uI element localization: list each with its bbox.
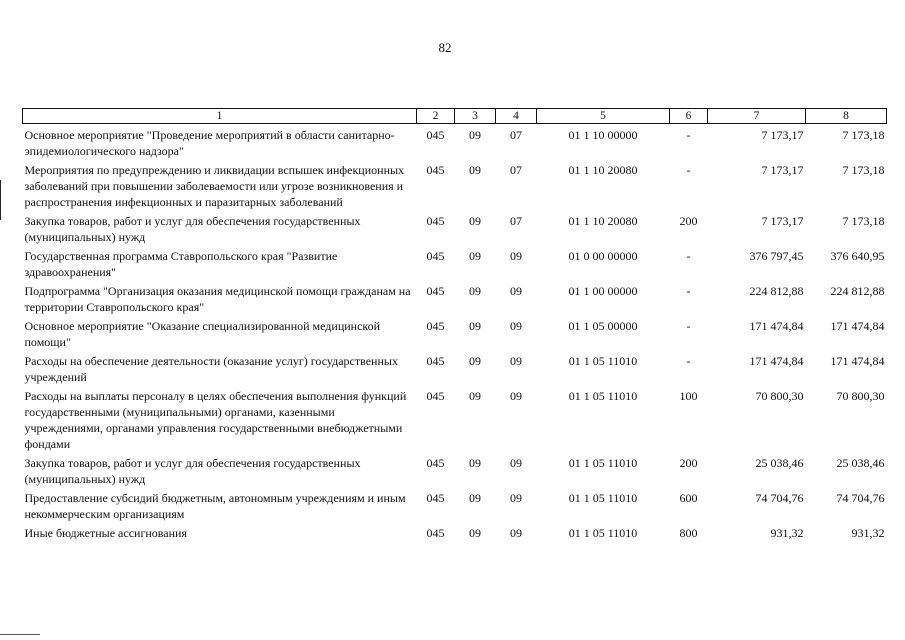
row-ministry-code-cell: 045 [426,284,445,298]
row-ministry-code-cell: 045 [426,456,445,470]
row-expense-type-cell: 200 [679,214,698,228]
table-row [23,350,887,385]
row-amount-cell: 224 812,88 [749,284,804,298]
row-section-cell: 09 [469,214,481,228]
row-subsection-cell: 09 [510,284,522,298]
table-row [23,245,887,280]
row-expense-type-cell: - [686,354,691,368]
row-section-cell: 09 [469,456,481,470]
row-amount-cell: 7 173,18 [842,214,885,228]
row-name-cell: Основное мероприятие "Проведение мероприятий в области санитарно-эпидемиологического надзора" [24,128,395,158]
row-ministry-code-cell: 045 [426,214,445,228]
scan-edge-line [0,180,1,220]
column-header: 2 [417,109,455,124]
row-section-cell: 09 [469,284,481,298]
column-header: 1 [23,109,417,124]
column-header: 8 [806,109,887,124]
row-amount-cell: 171 474,84 [749,319,804,333]
row-amount-cell: 931,32 [770,526,804,540]
row-amount-cell: 25 038,46 [836,456,885,470]
row-ministry-code-cell: 045 [426,354,445,368]
row-expense-type-cell: - [686,249,691,263]
row-section-cell: 09 [469,389,481,403]
row-amount-cell: 74 704,76 [836,491,885,505]
row-target-article-cell: 01 1 05 00000 [568,319,638,333]
row-section-cell: 09 [469,163,481,177]
row-target-article-cell: 01 1 05 11010 [568,389,638,403]
table-row [23,210,887,245]
row-subsection-cell: 09 [510,354,522,368]
row-subsection-cell: 07 [510,128,522,142]
row-section-cell: 09 [469,128,481,142]
row-ministry-code-cell: 045 [426,526,445,540]
row-amount-cell: 25 038,46 [755,456,804,470]
row-target-article-cell: 01 1 00 00000 [568,284,638,298]
row-section-cell: 09 [469,319,481,333]
row-amount-cell: 171 474,84 [830,354,885,368]
row-amount-cell: 931,32 [851,526,885,540]
table-row [23,280,887,315]
row-amount-cell: 70 800,30 [755,389,804,403]
row-subsection-cell: 07 [510,163,522,177]
row-amount-cell: 376 640,95 [830,249,885,263]
row-name-cell: Подпрограмма "Организация оказания медицинской помощи гражданам на территории Ставропольского края" [24,284,411,314]
column-header: 6 [670,109,708,124]
row-amount-cell: 7 173,17 [761,163,804,177]
row-name-cell: Мероприятия по предупреждению и ликвидации вспышек инфекционных заболеваний при повышении заболеваемости или угрозе возникновения и распространения инфекционных и паразитарных заболеваний [24,163,405,209]
table-row [23,487,887,522]
budget-table [22,108,887,541]
table-row [23,385,887,452]
row-amount-cell: 171 474,84 [749,354,804,368]
row-subsection-cell: 09 [510,491,522,505]
row-name-cell: Предоставление субсидий бюджетным, автономным учреждениям и иным некоммерческим организациям [24,491,406,521]
row-amount-cell: 70 800,30 [836,389,885,403]
column-header: 3 [455,109,496,124]
row-amount-cell: 7 173,17 [761,214,804,228]
row-amount-cell: 376 797,45 [749,249,804,263]
row-expense-type-cell: - [686,319,691,333]
table-row [23,159,887,210]
row-ministry-code-cell: 045 [426,128,445,142]
row-subsection-cell: 09 [510,319,522,333]
table-row [23,452,887,487]
row-target-article-cell: 01 1 10 20080 [568,214,638,228]
row-ministry-code-cell: 045 [426,249,445,263]
row-target-article-cell: 01 1 05 11010 [568,456,638,470]
row-name-cell: Расходы на обеспечение деятельности (оказание услуг) государственных учреждений [24,354,398,384]
row-ministry-code-cell: 045 [426,491,445,505]
row-name-cell: Закупка товаров, работ и услуг для обеспечения государственных (муниципальных) нужд [24,456,361,486]
column-header: 5 [537,109,670,124]
row-amount-cell: 171 474,84 [830,319,885,333]
row-subsection-cell: 09 [510,389,522,403]
row-expense-type-cell: - [686,163,691,177]
row-section-cell: 09 [469,249,481,263]
row-target-article-cell: 01 1 05 11010 [568,526,638,540]
column-header: 4 [496,109,537,124]
table-header-row [23,109,887,124]
row-section-cell: 09 [469,491,481,505]
row-target-article-cell: 01 1 05 11010 [568,354,638,368]
row-name-cell: Основное мероприятие "Оказание специализированной медицинской помощи" [24,319,381,349]
table-row [23,124,887,160]
page-number: 82 [438,40,452,55]
row-name-cell: Иные бюджетные ассигнования [24,526,187,540]
row-target-article-cell: 01 1 10 00000 [568,128,638,142]
row-ministry-code-cell: 045 [426,389,445,403]
table-row [23,315,887,350]
row-amount-cell: 7 173,17 [761,128,804,142]
row-expense-type-cell: 800 [679,526,698,540]
row-name-cell: Закупка товаров, работ и услуг для обеспечения государственных (муниципальных) нужд [24,214,361,244]
row-target-article-cell: 01 1 05 11010 [568,491,638,505]
row-target-article-cell: 01 1 10 20080 [568,163,638,177]
scan-edge-line [0,634,40,635]
row-name-cell: Государственная программа Ставропольского края "Развитие здравоохранения" [24,249,338,279]
row-expense-type-cell: - [686,128,691,142]
row-name-cell: Расходы на выплаты персоналу в целях обеспечения выполнения функций государственными (муниципальными) органами, казенными учреждениями, органами управления государственными внебюджетными фондами [24,389,407,451]
column-header: 7 [708,109,806,124]
row-expense-type-cell: 100 [679,389,698,403]
row-expense-type-cell: - [686,284,691,298]
row-amount-cell: 7 173,18 [842,128,885,142]
row-subsection-cell: 09 [510,526,522,540]
row-subsection-cell: 09 [510,456,522,470]
row-amount-cell: 7 173,18 [842,163,885,177]
row-target-article-cell: 01 0 00 00000 [568,249,638,263]
row-expense-type-cell: 600 [679,491,698,505]
row-expense-type-cell: 200 [679,456,698,470]
row-section-cell: 09 [469,526,481,540]
row-ministry-code-cell: 045 [426,163,445,177]
table-row [23,522,887,541]
row-ministry-code-cell: 045 [426,319,445,333]
row-section-cell: 09 [469,354,481,368]
row-amount-cell: 224 812,88 [830,284,885,298]
row-subsection-cell: 07 [510,214,522,228]
row-subsection-cell: 09 [510,249,522,263]
row-amount-cell: 74 704,76 [755,491,804,505]
